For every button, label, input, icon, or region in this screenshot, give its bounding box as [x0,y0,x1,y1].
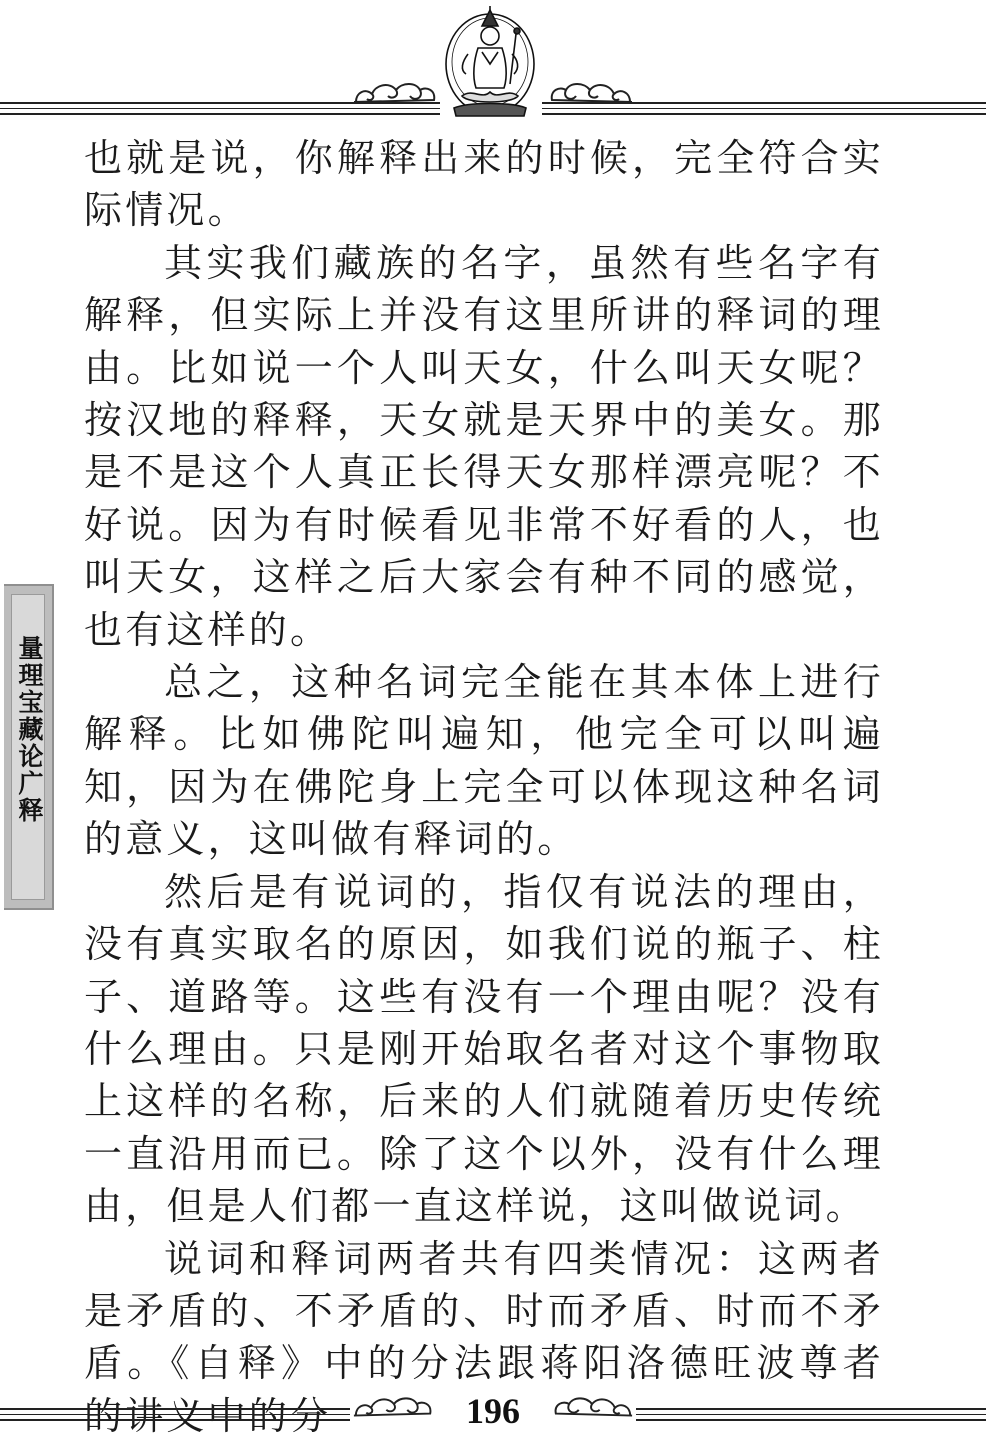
paragraph: 也就是说，你解释出来的时候，完全符合实际情况。 [84,136,884,233]
footer-rule-left [0,1414,350,1415]
padmasambhava-emblem-icon [438,4,542,120]
side-chapter-tab [4,584,54,910]
paragraph: 其实我们藏族的名字，虽然有些名字有解释，但实际上并没有这里所讲的释词的理由。比如说一个人叫天女，什么叫天女呢？按汉地的释释，天女就是天界中的美女。那是不是这个人真正长得天女那样漂亮呢？不好说。因为有时候看见非常不好看的人，也叫天女，这样之后大家会有种不同的感觉，也有这样的。 [84,240,884,652]
paragraph: 说词和释词两者共有四类情况：这两者是矛盾的、不矛盾的、时而矛盾、时而不矛盾。《自释》中的分法跟蒋阳洛德旺波尊者的讲义中的分 [84,1236,884,1438]
page-footer [0,1380,986,1443]
cloud-scroll-icon [352,1390,434,1422]
paragraph: 总之，这种名词完全能在其本体上进行解释。比如佛陀叫遍知，他完全可以叫遍知，因为在佛陀身上完全可以体现这种名词的意义，这叫做有释词的。 [84,660,884,862]
cloud-scroll-icon [548,78,634,106]
cloud-scroll-icon [352,78,438,106]
main-text [84,132,884,1442]
page-number: 196 [466,1391,520,1431]
footer-rule-left [0,1419,350,1421]
page-header [0,0,986,125]
footer-rule-left [0,1408,350,1410]
header-rule-left [0,108,440,109]
side-chapter-tab-inner [11,594,45,900]
footer-rule-right [636,1408,986,1410]
book-title-vertical: 量理宝藏论广释 [15,635,44,824]
header-rule-left [0,113,440,115]
footer-rule-right [636,1419,986,1421]
footer-rule-right [636,1414,986,1415]
header-rule-right [542,113,986,115]
paragraph: 然后是有说词的，指仅有说法的理由，没有真实取名的原因，如我们说的瓶子、柱子、道路等。这些有没有一个理由呢？没有什么理由。只是刚开始取名者对这个事物取上这样的名称，后来的人们就随着历史传统一直沿用而已。除了这个以外，没有什么理由，但是人们都一直这样说，这叫做说词。 [84,869,884,1229]
cloud-scroll-icon [552,1390,634,1422]
header-rule-right [542,108,986,109]
